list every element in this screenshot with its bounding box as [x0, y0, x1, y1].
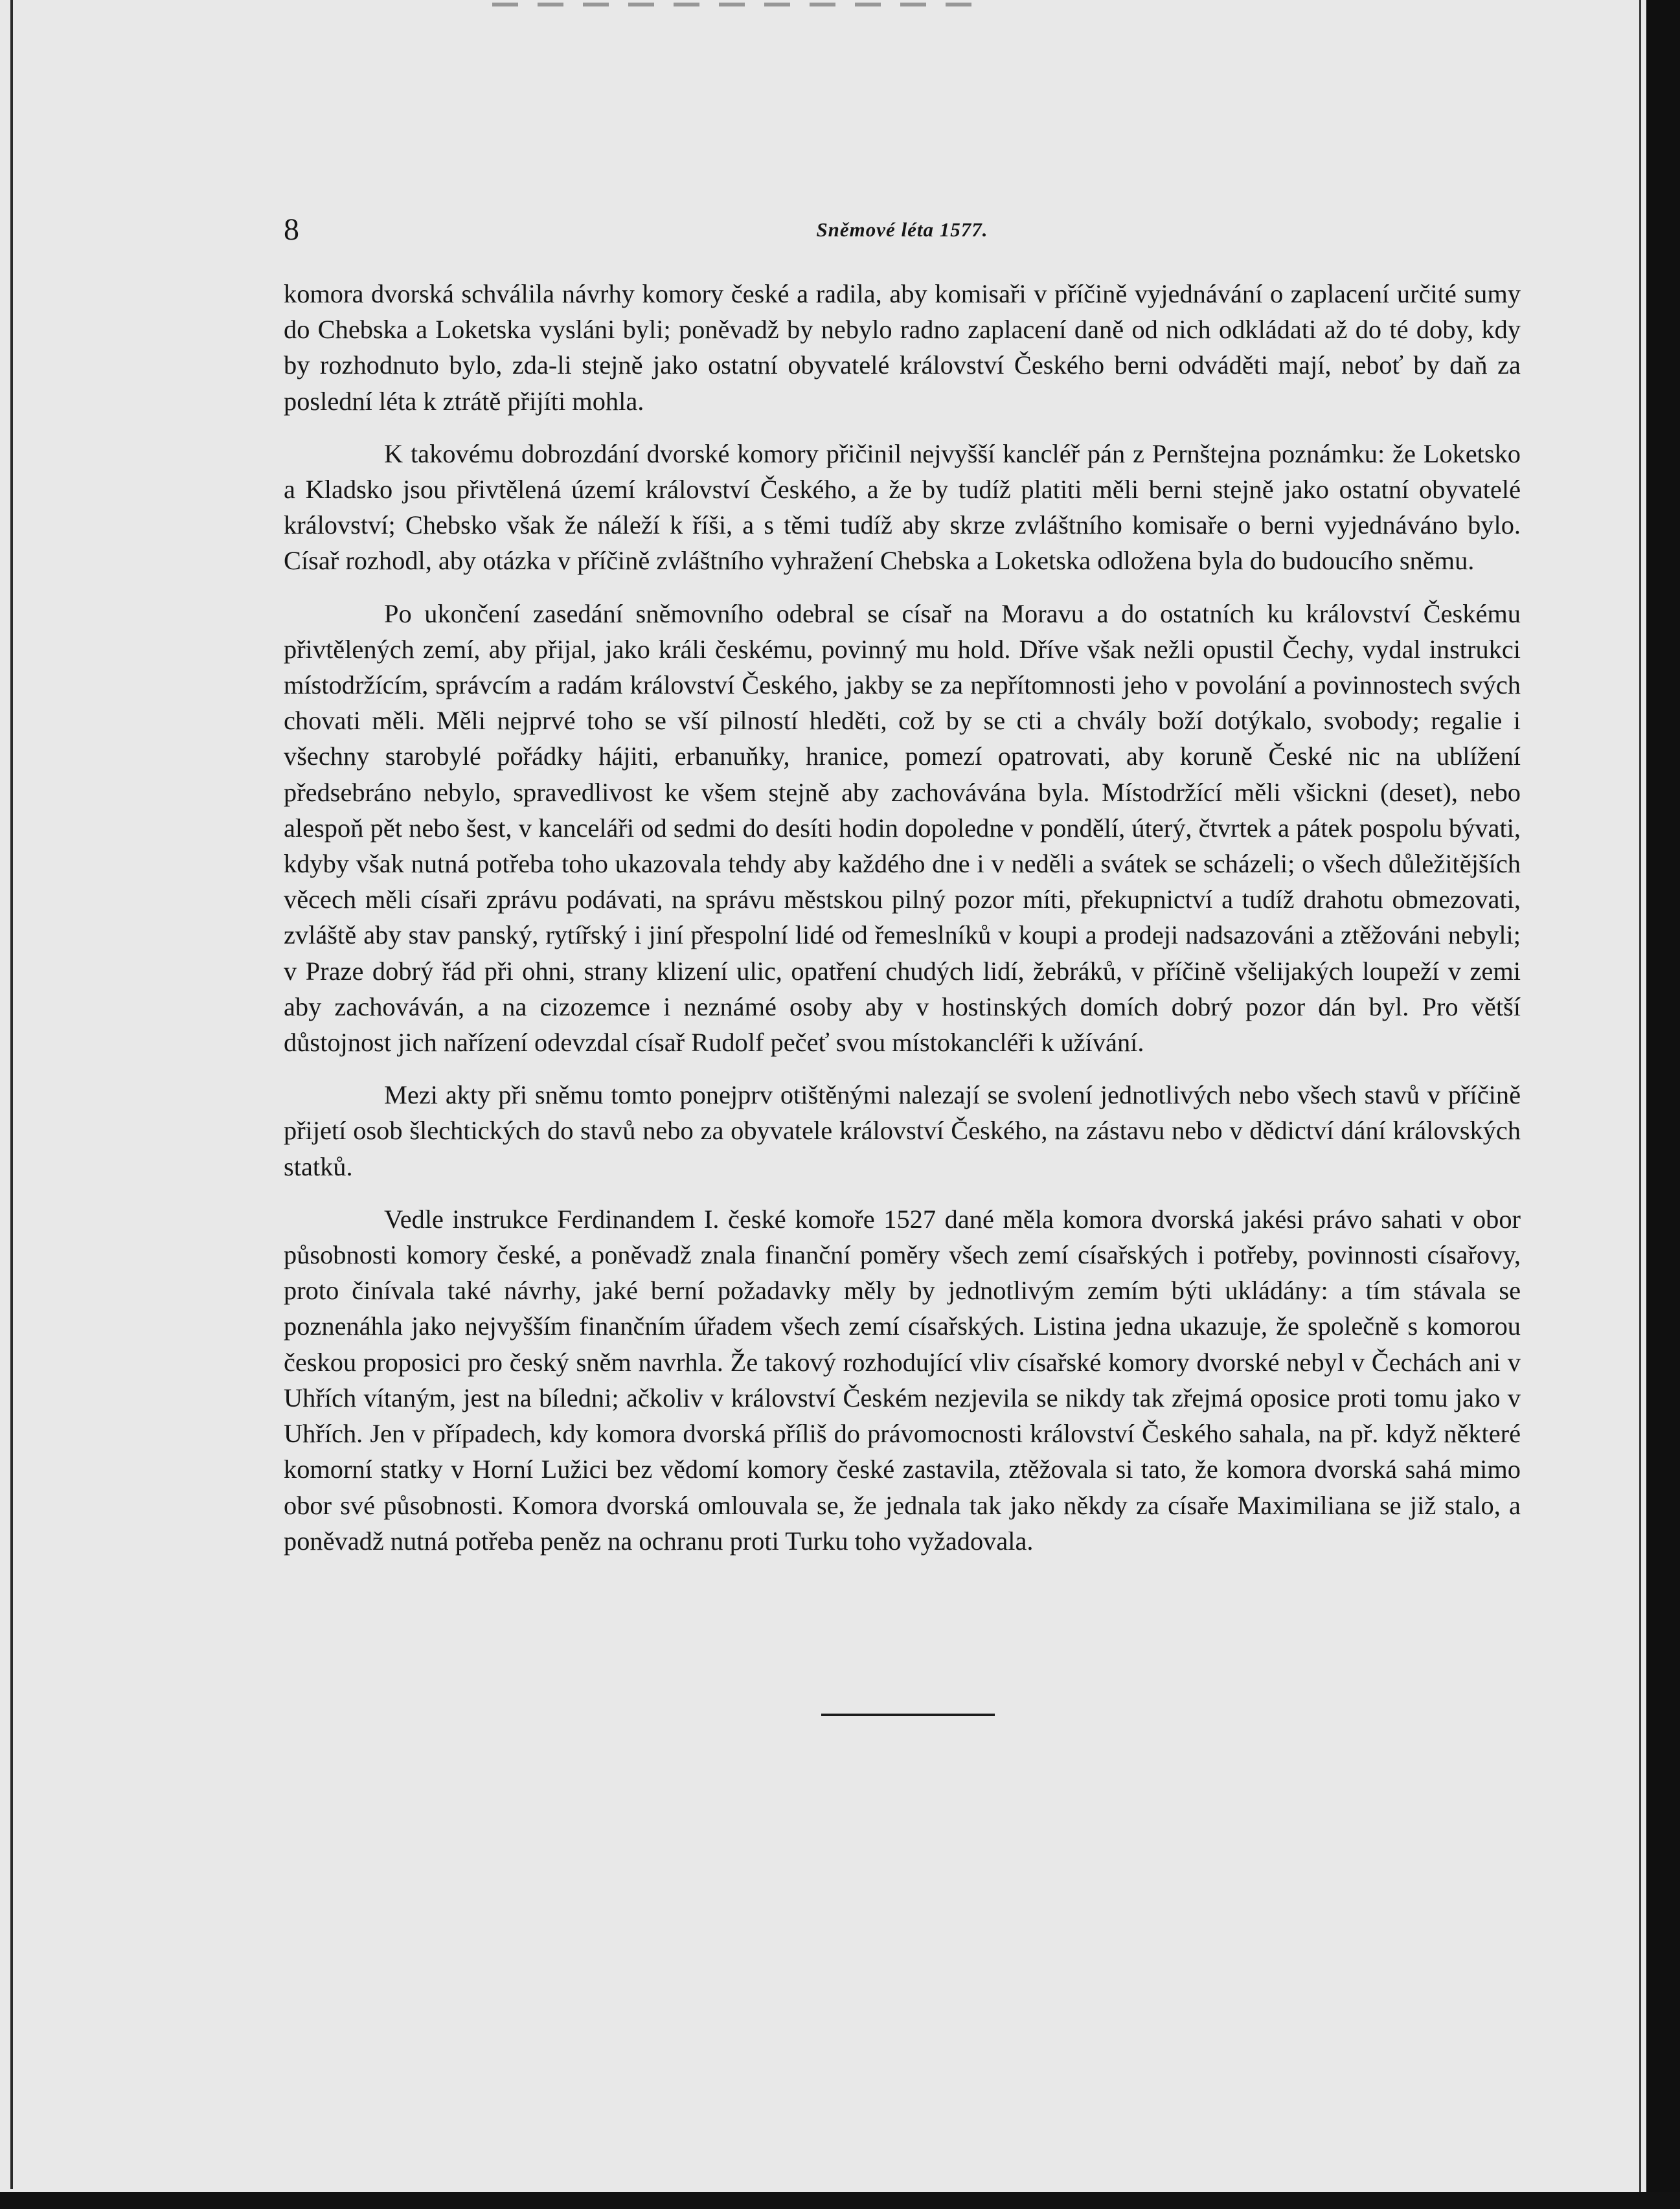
scan-right-edge [1646, 0, 1680, 2209]
page-number: 8 [284, 212, 299, 247]
paragraph: K takovému dobrozdání dvorské komory přičinil nejvyšší kancléř pán z Pernštejna poznámku: že Loketsko a Kladsko jsou přivtělená území království Českého, a že by tudíž platiti měli berni stejně jako ostatní obyvatelé království; Chebsko však že náleží k říši, a s těmi tudíž aby skrze zvláštního komisaře o berni vyjednáváno bylo. Císař rozhodl, aby otázka v příčině zvláštního vyhražení Chebska a Loketska odložena byla do budoucího sněmu. [284, 438, 1521, 576]
paragraph: Po ukončení zasedání sněmovního odebral se císař na Moravu a do ostatních ku království Českému přivtělených zemí, aby přijal, jako králi českému, povinný mu hold. Dříve však nežli opustil Čechy, vydal instrukci místodržícím, správcím a radám království Českého, jakby se za nepřítomnosti jeho v povolání a povinnostech svých chovati měli. Měli nejprvé toho se vší pilností hleděti, což by se cti a chvály boží dotýkalo, svobody; regalie i všechny starobylé pořádky hájiti, erbanuňky, hranice, pomezí opatrovati, aby koruně České nic na ublížení předsebráno nebylo, spravedlivost ke všem stejně aby zachovávána byla. Místodržící měli všickni (deset), nebo alespoň pět nebo šest, v kanceláři od sedmi do desíti hodin dopoledne v pondělí, úterý, čtvrtek a pátek pospolu bývati, kdyby však nutná potřeba toho ukazovala tehdy aby každého dne i v neděli a svátek se scházeli; o všech důležitějších věcech měli císaři zprávu podávati, na správu městskou pilný pozor míti, překupnictví a tudíž drahotu obmezovati, zvláště aby stav panský, rytířský i jiní přespolní lidé od řemeslníků v koupi a prodeji nadsazováni a ztěžováni nebyli; v Praze dobrý řád při ohni, strany klizení ulic, opatření chudých lidí, žebráků, v příčině všelijakých loupeží v zemi aby zachováván, a na cizozemce i neznámé osoby aby v hostinských domích dobrý pozor dán byl. Pro větší důstojnost jich nařízení odevzdal císař Rudolf pečeť svou místokancléři k užívání. [284, 598, 1521, 1058]
scan-right-edge-line [1639, 0, 1641, 2209]
running-title: Sněmové léta 1577. [816, 218, 988, 241]
paragraph-continuation: komora dvorská schválila návrhy komory české a radila, aby komisaři v příčině vyjednávání o zaplacení určité sumy do Chebska a Loketska vysláni byli; poněvadž by nebylo radno zaplacení daně od nich odkládati až do té doby, kdy by rozhodnuto bylo, zda-li stejně jako ostatní obyvatelé království Českého berni odváděti mají, neboť by daň za poslední léta k ztrátě přijíti mohla. [284, 279, 1521, 416]
paragraph: Mezi akty při sněmu tomto ponejprv otištěnými nalezají se svolení jednotlivých nebo všech stavů v příčině přijetí osob šlechtických do stavů nebo za obyvatele království Českého, na zástavu nebo v dědictví dání královských statků. [284, 1080, 1521, 1181]
scan-top-edge-mark [492, 3, 984, 6]
paragraph: Vedle instrukce Ferdinandem I. české komoře 1527 dané měla komora dvorská jakési právo sahati v obor působnosti komory české, a poněvadž znala finanční poměry všech zemí císařských i potřeby, povinnosti císařovy, proto činívala také návrhy, jaké berní požadavky měly by jednotlivým zemím býti ukládány: a tím stávala se poznenáhla jako nejvyšším finančním úřadem všech zemí císařských. Listina jedna ukazuje, že společně s komorou českou proposici pro český sněm navrhla. Že takový rozhodující vliv císařské komory dvorské nebyl v Čechách ani v Uhřích vítaným, jest na bíledni; ačkoliv v království Českém nezjevila se nikdy tak zřejmá oposice proti tomu jako v Uhřích. Jen v případech, kdy komora dvorská příliš do právomocnosti království Českého sahala, na př. když některé komorní statky v Horní Lužici bez vědomí komory české zastavila, ztěžovala si tato, že komora dvorská sahá mimo obor své působnosti. Komora dvorská omlouvala se, že jednala tak jako někdy za císaře Maximiliana se již stalo, a poněvadž nutná potřeba peněz na ochranu proti Turku toho vyžadovala. [284, 1204, 1521, 1556]
page-header [284, 210, 1521, 249]
body-text [284, 276, 1521, 1576]
end-rule [821, 1714, 995, 1716]
scan-bottom-edge [0, 2192, 1680, 2209]
scan-left-edge [10, 0, 13, 2189]
